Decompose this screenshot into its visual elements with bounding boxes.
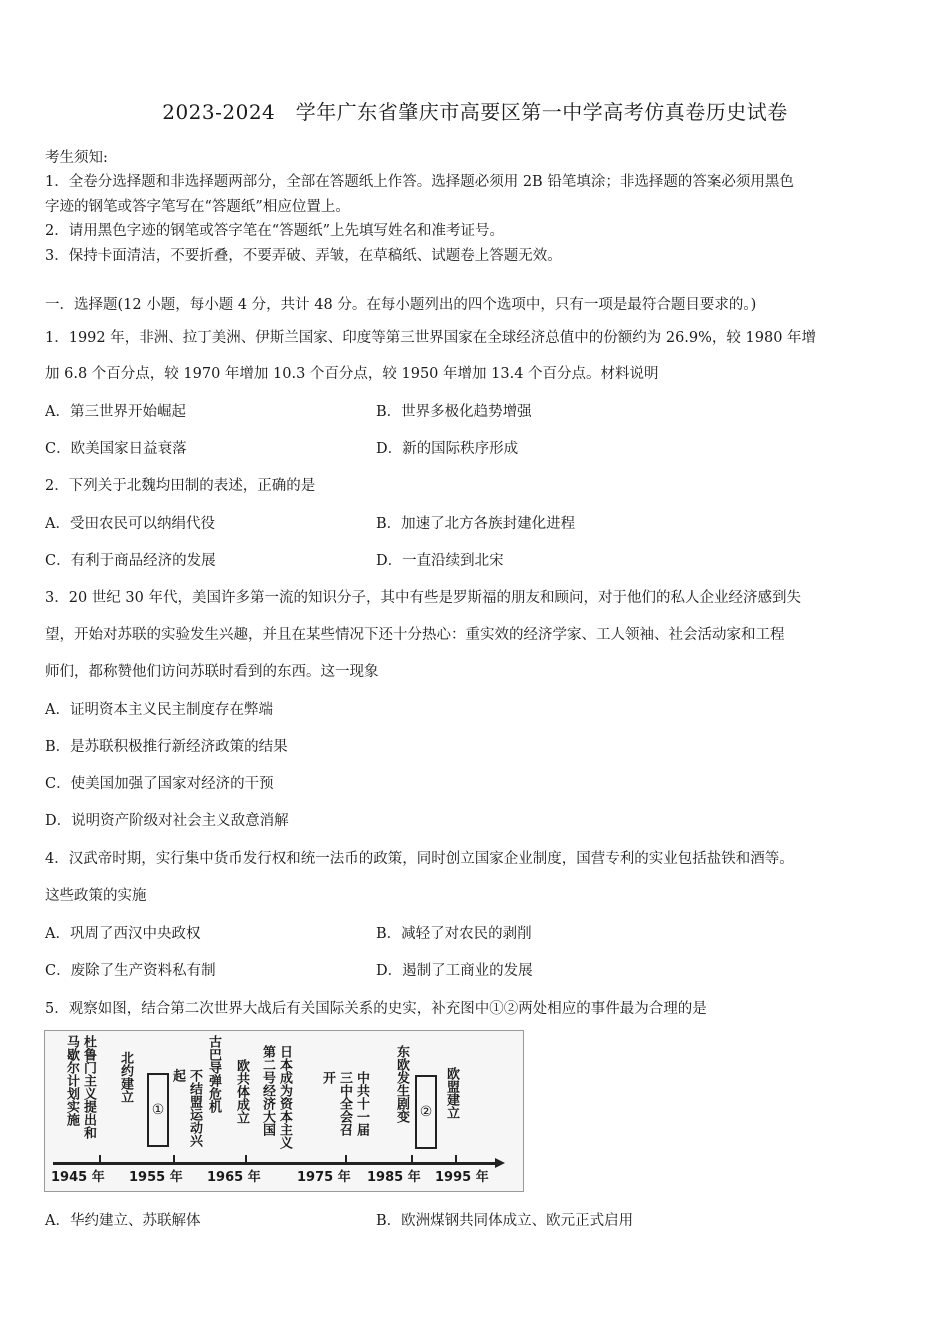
notice-item: 1．全卷分选择题和非选择题两部分，全部在答题纸上作答。选择题必须用 2B 铅笔填涂；非选择题的答案必须用黑色 (45, 174, 794, 190)
option-b: B．世界多极化趋势增强 (376, 404, 532, 420)
option-d: D．遏制了工商业的发展 (376, 963, 533, 979)
question-4-text: 这些政策的实施 (45, 888, 147, 904)
option-a: A．证明资本主义民主制度存在弊端 (45, 702, 273, 718)
blank-2-box: ② (415, 1075, 437, 1149)
question-3-text: 师们，都称赞他们访问苏联时看到的东西。这一现象 (45, 664, 379, 680)
notice-item: 3．保持卡面清洁，不要折叠，不要弄破、弄皱，在草稿纸、试题卷上答题无效。 (45, 248, 562, 264)
section-heading: 一．选择题(12 小题，每小题 4 分，共计 48 分。在每小题列出的四个选项中，只有一项是最符合题目要求的。) (45, 297, 757, 313)
event-label: 日本成为资本主义第二号经济大国 (260, 1045, 292, 1149)
event-label: 古巴导弹危机 (206, 1035, 221, 1113)
event-label: 欧共体成立 (234, 1059, 249, 1124)
blank-1-box: ① (147, 1073, 169, 1147)
event-label: 杜鲁门主义提出和马歇尔计划实施 (64, 1035, 96, 1139)
question-1-text: 加 6.8 个百分点，较 1970 年增加 10.3 个百分点，较 1950 年增加 13.4 个百分点。材料说明 (45, 366, 659, 382)
axis-tick (345, 1155, 347, 1163)
option-a: A．受田农民可以纳绢代役 (45, 516, 215, 532)
option-c: C．欧美国家日益衰落 (45, 441, 187, 457)
event-label: 北约建立 (118, 1051, 133, 1103)
axis-tick (245, 1155, 247, 1163)
question-3-text: 3．20 世纪 30 年代，美国许多第一流的知识分子，其中有些是罗斯福的朋友和顾问，对于他们的私人企业经济感到失 (45, 590, 801, 606)
option-c: C．使美国加强了国家对经济的干预 (45, 776, 274, 792)
option-d: D．说明资产阶级对社会主义敌意消解 (45, 813, 289, 829)
notice-item: 2．请用黑色字迹的钢笔或答字笔在“答题纸”上先填写姓名和准考证号。 (45, 223, 505, 239)
question-5-text: 5．观察如图，结合第二次世界大战后有关国际关系的史实，补充图中①②两处相应的事件最为合理的是 (45, 1001, 707, 1017)
year-label: 1975 年 (297, 1170, 351, 1185)
option-b: B．是苏联积极推行新经济政策的结果 (45, 739, 288, 755)
option-a: A．巩周了西汉中央政权 (45, 926, 201, 942)
question-1-text: 1．1992 年，非洲、拉丁美洲、伊斯兰国家、印度等第三世界国家在全球经济总值中的份额约为 26.9%，较 1980 年增 (45, 330, 817, 346)
axis-tick (411, 1155, 413, 1163)
notice-item: 字迹的钢笔或答字笔写在“答题纸”相应位置上。 (45, 199, 350, 215)
axis-tick (99, 1155, 101, 1163)
arrow-right-icon (495, 1158, 505, 1168)
axis-tick (455, 1155, 457, 1163)
year-label: 1965 年 (207, 1170, 261, 1185)
option-c: C．有利于商品经济的发展 (45, 553, 216, 569)
year-label: 1995 年 (435, 1170, 489, 1185)
option-b: B．减轻了对农民的剥削 (376, 926, 532, 942)
event-label: 中共十一届三中全会召开 (320, 1071, 369, 1136)
option-d: D．一直沿续到北宋 (376, 553, 504, 569)
year-label: 1945 年 (51, 1170, 105, 1185)
question-3-text: 望，开始对苏联的实验发生兴趣，并且在某些情况下还十分热心：重实效的经济学家、工人领袖、社会活动家和工程 (45, 627, 785, 643)
option-a: A．华约建立、苏联解体 (45, 1213, 201, 1229)
event-label: 欧盟建立 (444, 1067, 459, 1119)
axis-tick (173, 1155, 175, 1163)
timeline-axis (53, 1162, 497, 1165)
option-c: C．废除了生产资料私有制 (45, 963, 216, 979)
option-a: A．第三世界开始崛起 (45, 404, 186, 420)
event-label: 不结盟运动兴起 (170, 1069, 202, 1147)
timeline-figure (44, 1030, 524, 1192)
page-title: 2023-2024 学年广东省肇庆市高要区第一中学高考仿真卷历史试卷 (162, 100, 788, 124)
year-label: 1985 年 (367, 1170, 421, 1185)
question-2-text: 2．下列关于北魏均田制的表述，正确的是 (45, 478, 316, 494)
option-b: B．加速了北方各族封建化进程 (376, 516, 576, 532)
year-label: 1955 年 (129, 1170, 183, 1185)
question-4-text: 4．汉武帝时期，实行集中货币发行权和统一法币的政策，同时创立国家企业制度，国营专利的实业包括盐铁和酒等。 (45, 851, 794, 867)
option-d: D．新的国际秩序形成 (376, 441, 519, 457)
notice-heading: 考生须知: (45, 150, 108, 166)
event-label: 东欧发生剧变 (394, 1045, 409, 1123)
option-b: B．欧洲煤钢共同体成立、欧元正式启用 (376, 1213, 634, 1229)
